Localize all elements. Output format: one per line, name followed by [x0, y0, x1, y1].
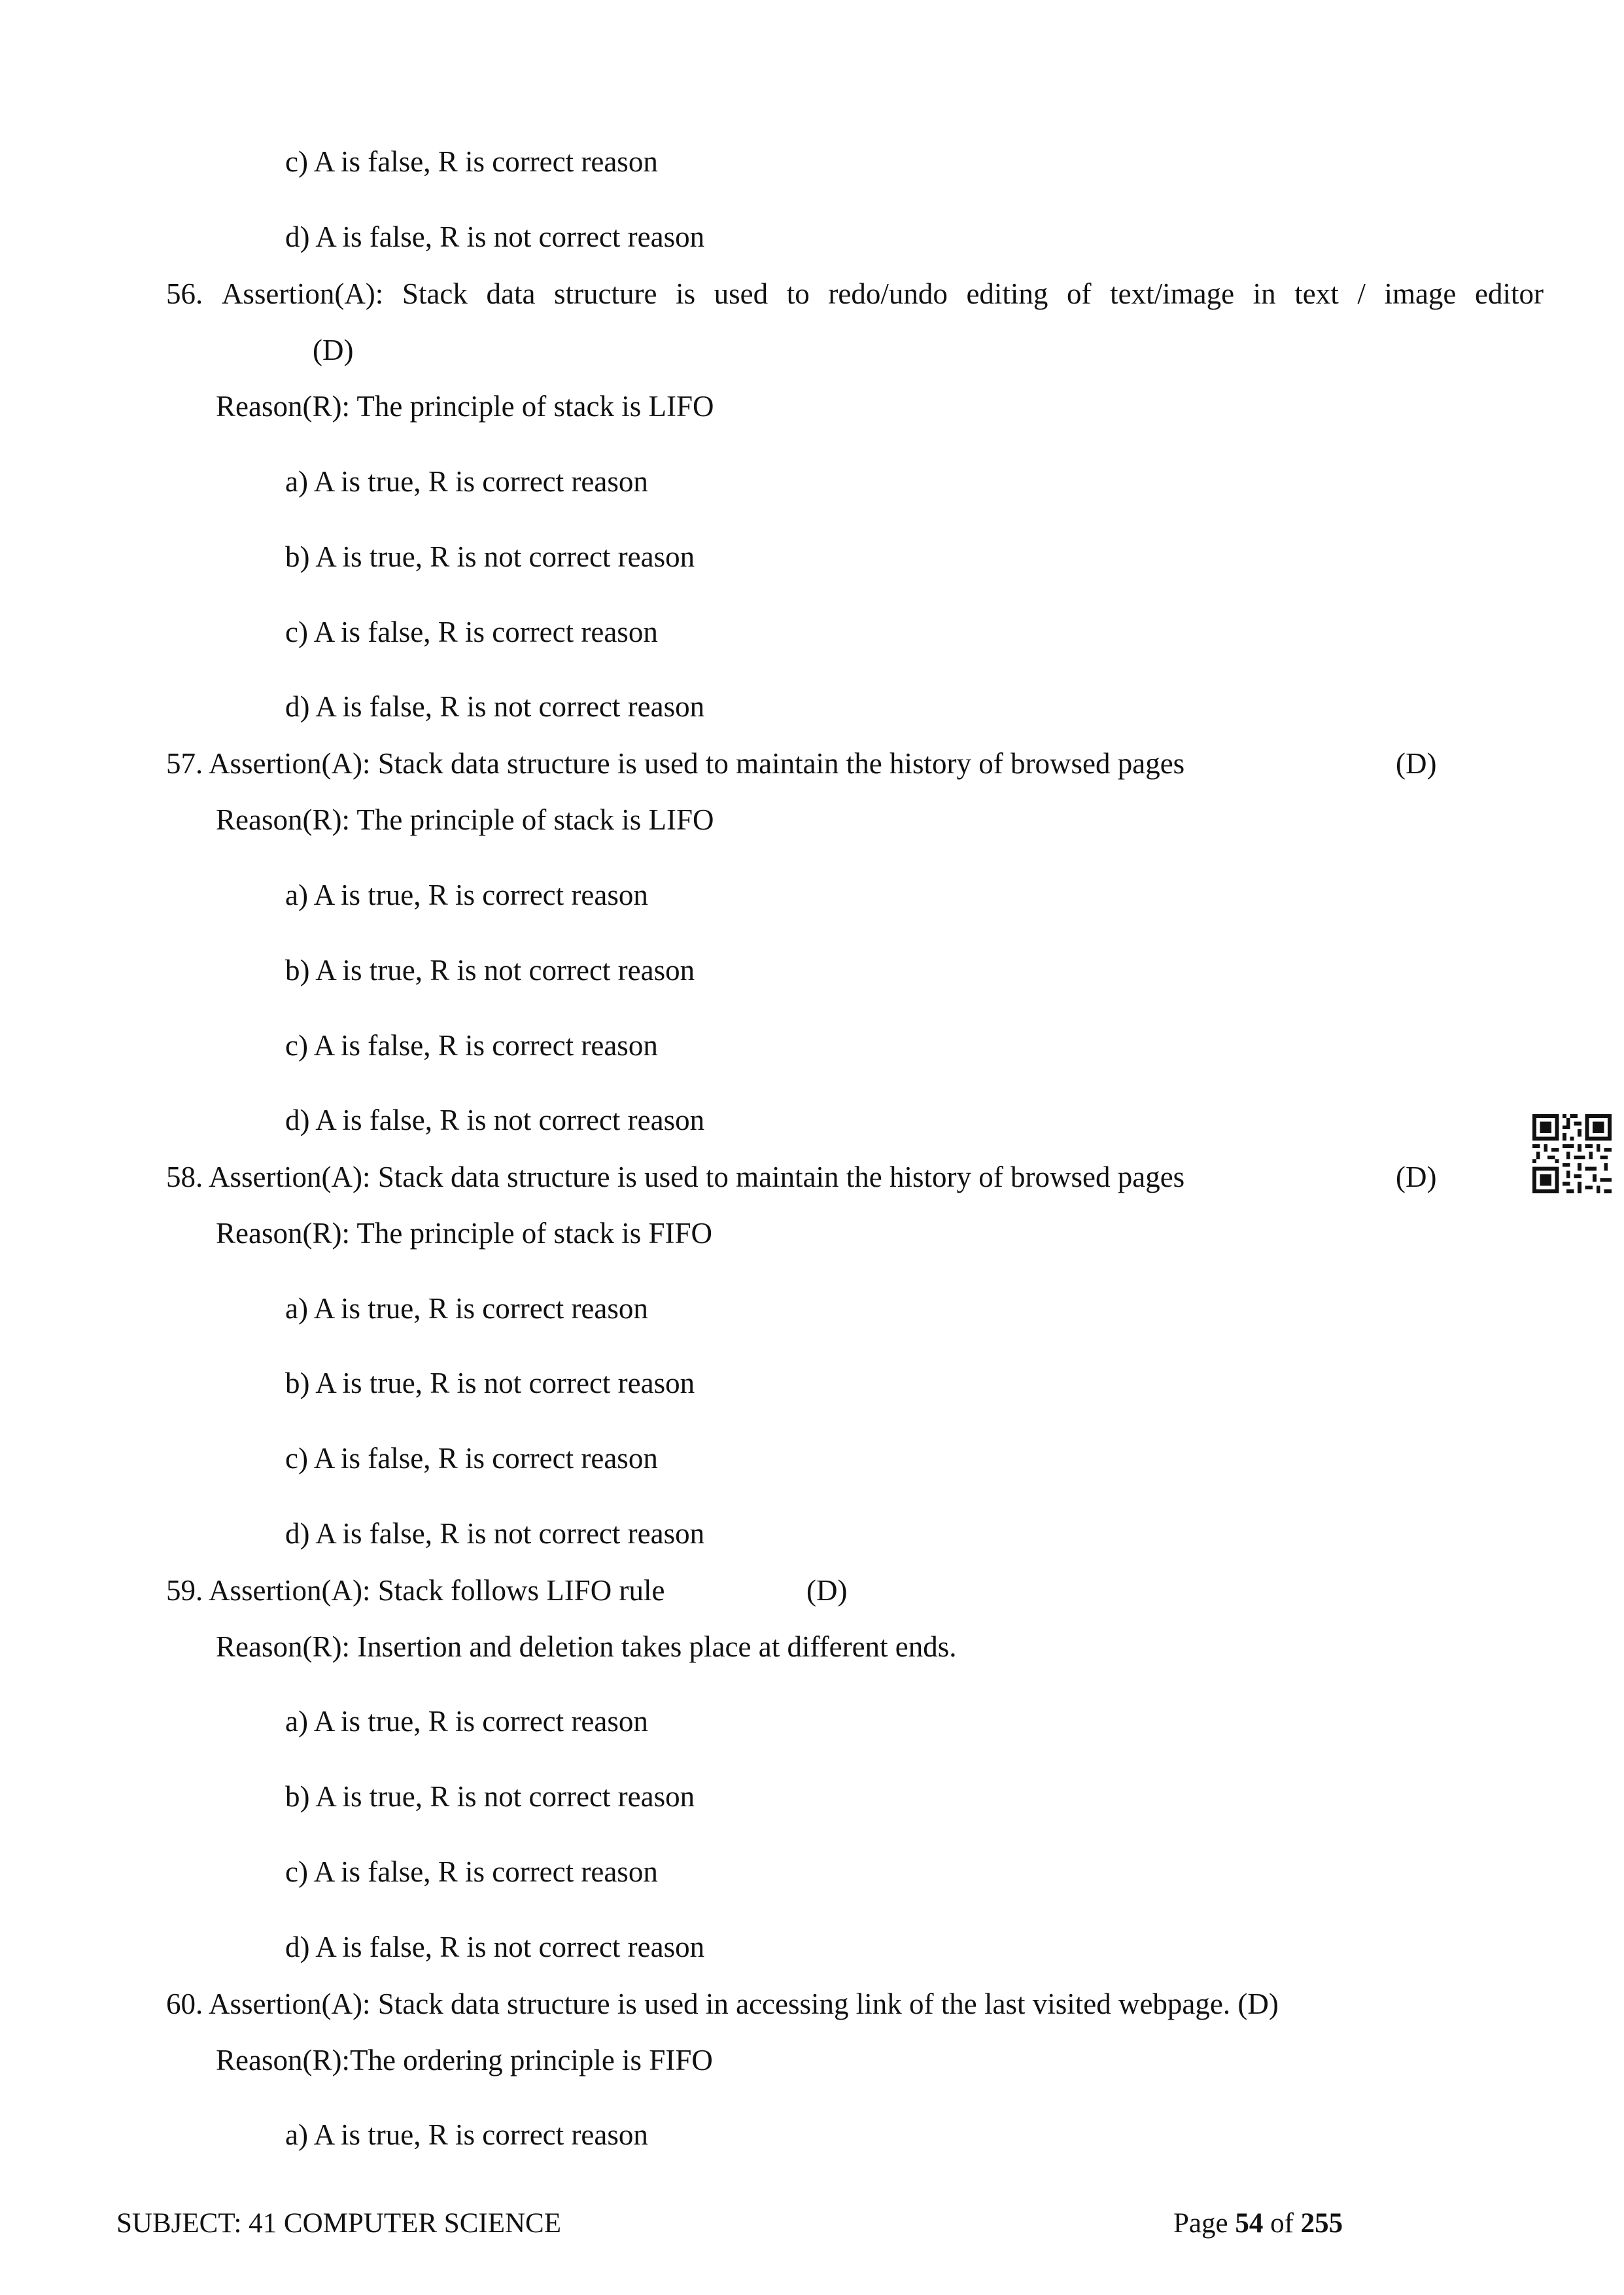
question-58-answer: (D)	[1396, 1161, 1437, 1193]
assertion-text: Assertion(A): Stack data structure is used in accessing link of the last visited webpage. (D)	[209, 1988, 1279, 2020]
question-59-option-d: d) A is false, R is not correct reason	[285, 1931, 705, 1963]
question-56-option-b: b) A is true, R is not correct reason	[285, 540, 695, 573]
question-57-reason: Reason(R): The principle of stack is LIFO	[216, 803, 714, 836]
question-58-option-b: b) A is true, R is not correct reason	[285, 1367, 695, 1399]
question-58-assertion	[166, 1163, 1184, 1192]
assertion-text: Assertion(A): Stack data structure is used to maintain the history of browsed pages	[209, 1161, 1185, 1193]
question-59-option-a: a) A is true, R is correct reason	[285, 1705, 648, 1738]
current-page: 54	[1235, 2208, 1264, 2239]
question-59-answer: (D)	[806, 1574, 848, 1607]
option-d: d) A is false, R is not correct reason	[285, 220, 705, 253]
assertion-text: Assertion(A): Stack follows LIFO rule	[209, 1574, 665, 1607]
assertion-text: Assertion(A): Stack data structure is used to maintain the history of browsed pages	[209, 747, 1185, 780]
question-number: 59.	[166, 1574, 203, 1607]
question-60-assertion	[166, 1989, 1279, 2019]
question-number: 60.	[166, 1988, 203, 2020]
question-56-answer: (D)	[313, 334, 354, 366]
question-57-option-d: d) A is false, R is not correct reason	[285, 1104, 705, 1136]
question-57-option-c: c) A is false, R is correct reason	[285, 1029, 658, 1062]
question-57-option-b: b) A is true, R is not correct reason	[285, 954, 695, 987]
question-58-option-d: d) A is false, R is not correct reason	[285, 1517, 705, 1550]
question-59-option-c: c) A is false, R is correct reason	[285, 1855, 658, 1888]
question-57-answer: (D)	[1396, 747, 1437, 780]
question-57-option-a: a) A is true, R is correct reason	[285, 879, 648, 911]
question-56-assertion: 56. Assertion(A): Stack data structure is used to redo/undo editing of text/image in text / image editor	[166, 277, 1544, 310]
question-59-assertion	[166, 1576, 665, 1605]
question-56-reason: Reason(R): The principle of stack is LIFO	[216, 390, 714, 423]
question-58-reason: Reason(R): The principle of stack is FIFO	[216, 1217, 713, 1250]
question-56-option-a: a) A is true, R is correct reason	[285, 465, 648, 498]
question-60-reason: Reason(R):The ordering principle is FIFO	[216, 2044, 713, 2076]
footer-subject: SUBJECT: 41 COMPUTER SCIENCE	[116, 2208, 561, 2239]
qr-code-icon	[1532, 1114, 1612, 1193]
question-60-option-a: a) A is true, R is correct reason	[285, 2118, 648, 2151]
question-59-reason: Reason(R): Insertion and deletion takes place at different ends.	[216, 1630, 957, 1663]
question-56-option-c: c) A is false, R is correct reason	[285, 616, 658, 648]
question-58-option-c: c) A is false, R is correct reason	[285, 1442, 658, 1475]
footer-page-number: Page 54 of 255	[1173, 2208, 1343, 2239]
question-number: 57.	[166, 747, 203, 780]
question-56-option-d: d) A is false, R is not correct reason	[285, 690, 705, 723]
total-pages: 255	[1300, 2208, 1343, 2239]
option-c: c) A is false, R is correct reason	[285, 145, 658, 178]
question-number: 58.	[166, 1161, 203, 1193]
question-57-assertion	[166, 749, 1184, 779]
question-59-option-b: b) A is true, R is not correct reason	[285, 1780, 695, 1813]
question-58-option-a: a) A is true, R is correct reason	[285, 1292, 648, 1325]
